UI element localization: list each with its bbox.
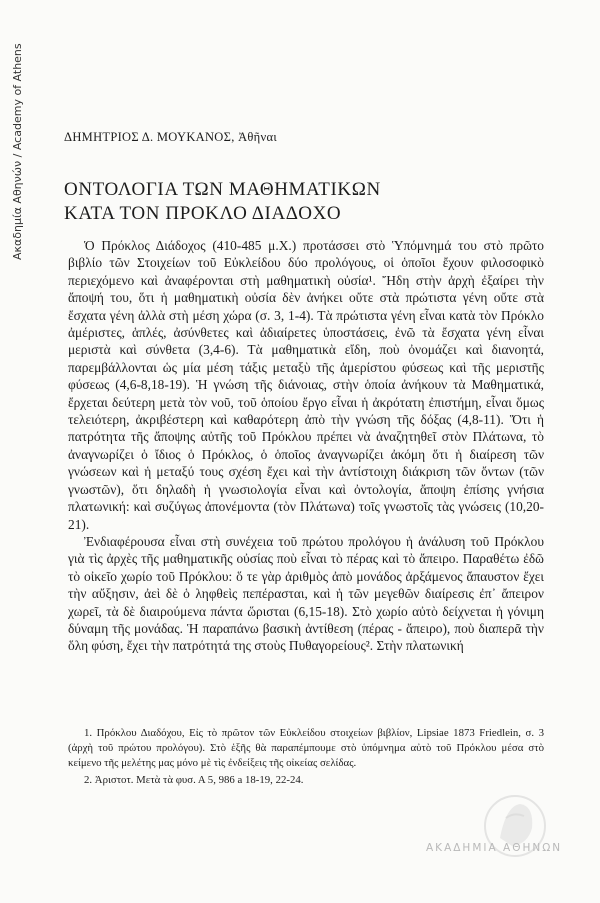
paragraph-1: Ὁ Πρόκλος Διάδοχος (410-485 μ.Χ.) προτάσσει στὸ Ὑπόμνημά του στὸ πρῶτο βιβλίο τῶν Στοιχείων τοῦ Εὐκλείδου δύο προλόγους, οἱ ὁποῖοι ἔχουν φιλοσοφικὸ περιεχόμενο καὶ ἀναφέρονται στὴ μαθηματικὴ οὐσία¹. Ἤδη στὴν ἀρχὴ ἐξαίρει τὴν ἄποψή του, ὅτι ἡ μαθηματικὴ οὐσία δὲν ἀνήκει οὔτε στὰ πρώτιστα γένη οὔτε στὰ ἔσχατα γένη ἀλλὰ στὴ μέση χώρα (σ. 3, 1-4). Τὰ πρώτιστα γένη εἶναι κατὰ τὸν Πρόκλο ἀμέριστες, ἁπλές, ἀσύνθετες καὶ ἀδιαίρετες ὑποστάσεις, ἐνῶ τὰ ἔσχατα γένη εἶναι μεριστὰ καὶ σύνθετα (3,4-6). Τὰ μαθηματικὰ εἴδη, ποὺ ὀνομάζει καὶ διανοητά, παρεμβάλλονται ὡς μία μέση τάξις μεταξὺ τῆς ἀμερίστου φύσεως καὶ τῆς μεριστῆς φύσεως (4,6-8,18-19). Ἡ γνώση τῆς διάνοιας, στὴν ὁποία ἀνήκουν τὰ Μαθηματικά, ἔρχεται δεύτερη μετὰ τὸν νοῦ, τοῦ ὁποίου ἔργο εἶναι ἡ ἀκρότατη ἐπιστήμη, εἶναι ὅμως τελειότερη, ἀκριβέστερη καὶ καθαρότερη ἀπὸ τὴν γνώση τῆς δόξας (4,8-11). Ὅτι ἡ πατρότητα τῆς ἄποψης αὐτῆς τοῦ Πρόκλου πρέπει νὰ ἀναζητηθεῖ στὸν Πλάτωνα, τὸ ἀναγνωρίζει ὁ ἴδιος ὁ Πρόκλος, ὁ ὁποῖος ἀναγνωρίζει ἀκόμη ὅτι ἡ διαίρεση τῶν γνώσεων καὶ ἡ μεταξύ τους σχέση ἔχει καὶ τὴν ἀντίστοιχη διάκριση τῶν ὄντων (τῶν γνωστῶν), ὅτι δηλαδὴ ἡ γνωσιολογία εἶναι καὶ ὀντολογία, ἄποψη ἐπίσης γνήσια πλατωνική: καὶ συζύγως ἀπονέμοντα (τὸν Πλάτωνα) τοῖς γνωστοῖς τὰς γνώσεις (10,20-21). [68, 238, 544, 532]
footnotes [68, 726, 544, 790]
footnote-2: 2. Ἀριστοτ. Μετὰ τὰ φυσ. Α 5, 986 a 18-19, 22-24. [84, 774, 304, 786]
institution-label: Ακαδημία Αθηνών / Academy of Athens [11, 43, 24, 260]
academy-seal-icon [440, 788, 590, 868]
sidebar-label [6, 30, 28, 260]
article-body [68, 237, 544, 655]
article-title [64, 178, 564, 226]
author-line: ΔΗΜΗΤΡΙΟΣ Δ. ΜΟΥΚΑΝΟΣ, Ἀθῆναι [64, 130, 277, 144]
title-line-2: ΚΑΤΑ ΤΟΝ ΠΡΟΚΛΟ ΔΙΑΔΟΧΟ [64, 203, 342, 224]
paragraph-2: Ἐνδιαφέρουσα εἶναι στὴ συνέχεια τοῦ πρώτου προλόγου ἡ ἀνάλυση τοῦ Πρόκλου γιὰ τὶς ἀρχὲς τῆς μαθηματικῆς οὐσίας ποὺ εἶναι τὸ πέρας καὶ τὸ ἄπειρο. Παραθέτω ἐδῶ τὸ οἰκεῖο χωρίο τοῦ Πρόκλου: ὅ τε γὰρ ἀριθμὸς ἀπὸ μονάδος ἀρξάμενος ἄπαυστον ἔχει τὴν αὔξησιν, ἀεὶ δὲ ὁ ληφθεὶς πεπέρασται, καὶ ἡ τῶν μεγεθῶν διαίρεσις ἐπ᾽ ἄπειρον χωρεῖ, τὰ δὲ διαιρούμενα πάντα ὥρισται (6,15-18). Στὸ χωρίο αὐτὸ δείχνεται ἡ γόνιμη δύναμη τῆς μονάδας. Ἡ παραπάνω βασικὴ ἀντίθεση (πέρας - ἄπειρο), ποὺ διαπερᾶ τὴν ὅλη φύση, ἔχει τὴν πατρότητά της στοὺς Πυθαγορείους². Στὴν πλατωνική [68, 533, 544, 654]
footnote-1: 1. Πρόκλου Διαδόχου, Εἰς τὸ πρῶτον τῶν Εὐκλείδου στοιχείων βιβλίον, Lipsiae 1873 Friedlein, σ. 3 (ἀρχὴ τοῦ πρώτου προλόγου). Στὸ ἑξῆς θὰ παραπέμπουμε στὸ ὑπόμνημα αὐτὸ τοῦ Πρόκλου μέσα στὸ κείμενο τῆς μελέτης μας μόνο μὲ τὶς ἐνδείξεις τῆς οἰκείας σελίδας. [68, 727, 544, 769]
title-line-1: ΟΝΤΟΛΟΓΙΑ ΤΩΝ ΜΑΘΗΜΑΤΙΚΩΝ [64, 179, 381, 200]
watermark-text: ΑΚΑΔΗΜΙΑ ΑΘΗΝΩΝ [426, 842, 563, 854]
